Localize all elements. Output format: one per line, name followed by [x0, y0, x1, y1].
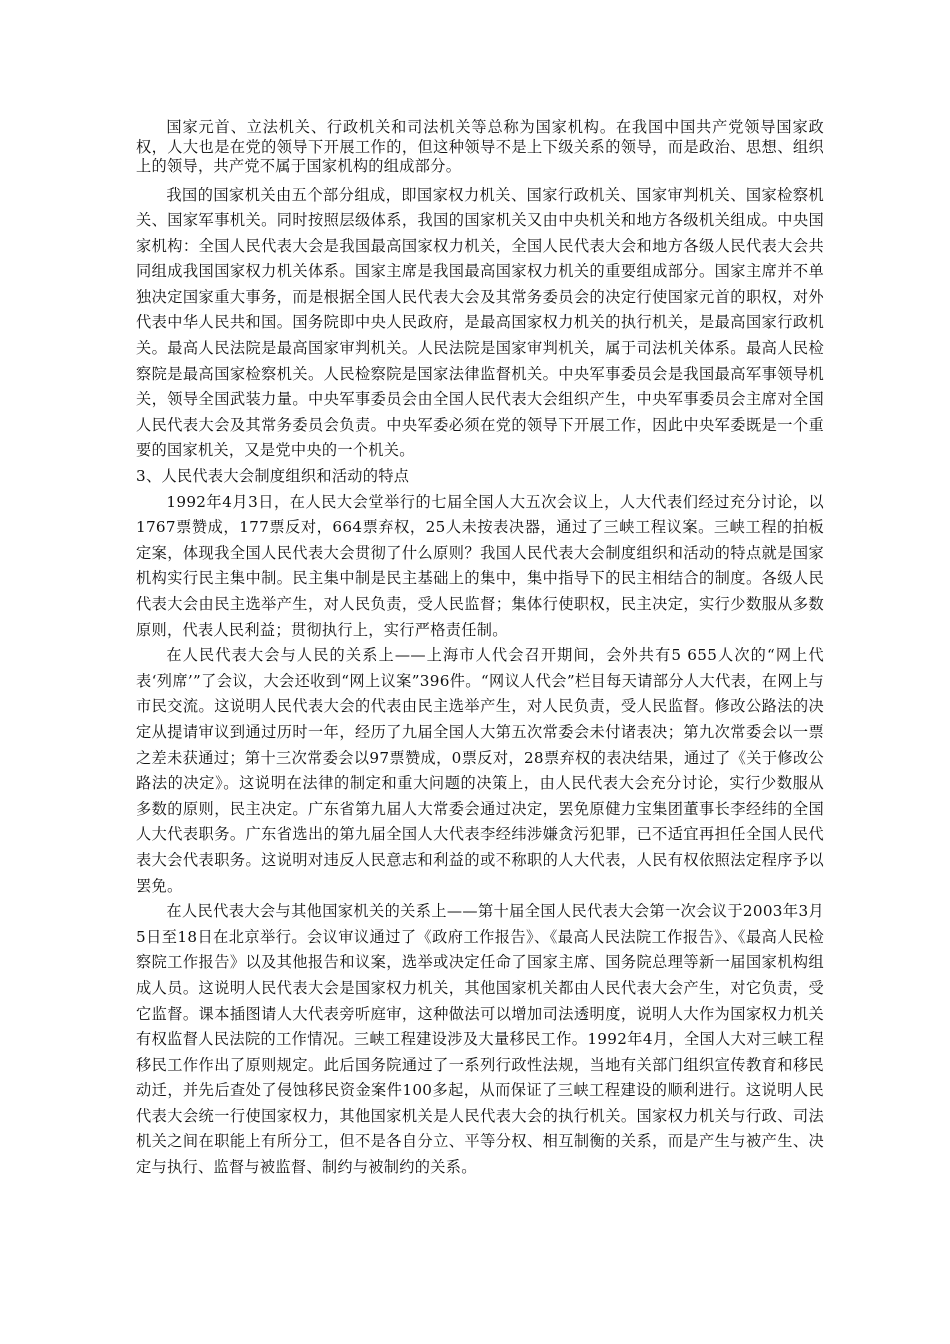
section-heading: 3、人民代表大会制度组织和活动的特点 — [136, 467, 410, 486]
paragraph-three-gorges-vote: 1992年4月3日，在人民大会堂举行的七届全国人大五次会议上，人大代表们经过充分讨论，以1767票赞成，177票反对，664票弃权，25人未按表决器，通过了三峡工程议案。三峡工程的拍板定案，体现我全国人民代表大会贯彻了什么原则？我国人民代表大会制度组织和活动的特点就是国家机构实行民主集中制。民主集中制是民主基础上的集中，集中指导下的民主相结合的制度。各级人民代表大会由民主选举产生，对人民负责，受人民监督；集体行使职权，民主决定，实行少数服从多数原则，代表人民利益；贯彻执行上，实行严格责任制。 — [136, 492, 824, 639]
paragraph-congress-and-people: 在人民代表大会与人民的关系上——上海市人代会召开期间，会外共有5 655人次的“网上代表‘列席’”了会议，大会还收到“网上议案”396件。“网议人代会”栏目每天请部分人大代表，在网上与市民交流。这说明人民代表大会的代表由民主选举产生，对人民负责，受人民监督。修改公路法的决定从提请审议到通过历时一年，经历了九届全国人大第五次常委会未付诸表决；第九次常委会以一票之差未获通过；第十三次常委会以97票赞成，0票反对，28票弃权的表决结果，通过了《关于修改公路法的决定》。这说明在法律的制定和重大问题的决策上，由人民代表大会充分讨论，实行少数服从多数的原则，民主决定。广东省第九届人大常委会通过决定，罢免原健力宝集团董事长李经纬的全国人大代表职务。广东省选出的第九届全国人大代表李经纬涉嫌贪污犯罪，已不适宜再担任全国人民代表大会代表职务。这说明对违反人民意志和利益的或不称职的人大代表，人民有权依照法定程序予以罢免。 — [136, 646, 824, 895]
paragraph-state-organs-intro: 国家元首、立法机关、行政机关和司法机关等总称为国家机构。在我国中国共产党领导国家政权，人大也是在党的领导下开展工作的，但这种领导不是上下级关系的领导，而是政治、思想、组织上的领导，共产党不属于国家机构的组成部分。 — [136, 118, 824, 175]
document-body — [136, 118, 824, 1181]
paragraph-state-organs-structure: 我国的国家机关由五个部分组成，即国家权力机关、国家行政机关、国家审判机关、国家检察机关、国家军事机关。同时按照层级体系，我国的国家机关又由中央机关和地方各级机关组成。中央国家机构：全国人民代表大会是我国最高国家权力机关，全国人民代表大会和地方各级人民代表大会共同组成我国国家权力机关体系。国家主席是我国最高国家权力机关的重要组成部分。国家主席并不单独决定国家重大事务，而是根据全国人民代表大会及其常务委员会的决定行使国家元首的职权，对外代表中华人民共和国。国务院即中央人民政府，是最高国家权力机关的执行机关，是最高国家行政机关。最高人民法院是最高国家审判机关。人民法院是国家审判机关，属于司法机关体系。最高人民检察院是最高国家检察机关。人民检察院是国家法律监督机关。中央军事委员会是我国最高军事领导机关，领导全国武装力量。中央军事委员会由全国人民代表大会组织产生，中央军事委员会主席对全国人民代表大会及其常务委员会负责。中央军委必须在党的领导下开展工作，因此中央军委既是一个重要的国家机关，又是党中央的一个机关。 — [136, 185, 824, 460]
paragraph-congress-and-other-organs: 在人民代表大会与其他国家机关的关系上——第十届全国人民代表大会第一次会议于2003年3月5日至18日在北京举行。会议审议通过了《政府工作报告》、《最高人民法院工作报告》、《最高人民检察院工作报告》以及其他报告和议案，选举或决定任命了国家主席、国务院总理等新一届国家机构组成人员。这说明人民代表大会是国家权力机关，其他国家机关都由人民代表大会产生，对它负责，受它监督。课本插图请人大代表旁听庭审，这种做法可以增加司法透明度，说明人大作为国家权力机关有权监督人民法院的工作情况。三峡工程建设涉及大量移民工作。1992年4月，全国人大对三峡工程移民工作作出了原则规定。此后国务院通过了一系列行政性法规，当地有关部门组织宣传教育和移民动迁，并先后查处了侵蚀移民资金案件100多起，从而保证了三峡工程建设的顺利进行。这说明人民代表大会统一行使国家权力，其他国家机关是人民代表大会的执行机关。国家权力机关与行政、司法机关之间在职能上有所分工，但不是各自分立、平等分权、相互制衡的关系，而是产生与被产生、决定与执行、监督与被监督、制约与被制约的关系。 — [136, 902, 824, 1177]
